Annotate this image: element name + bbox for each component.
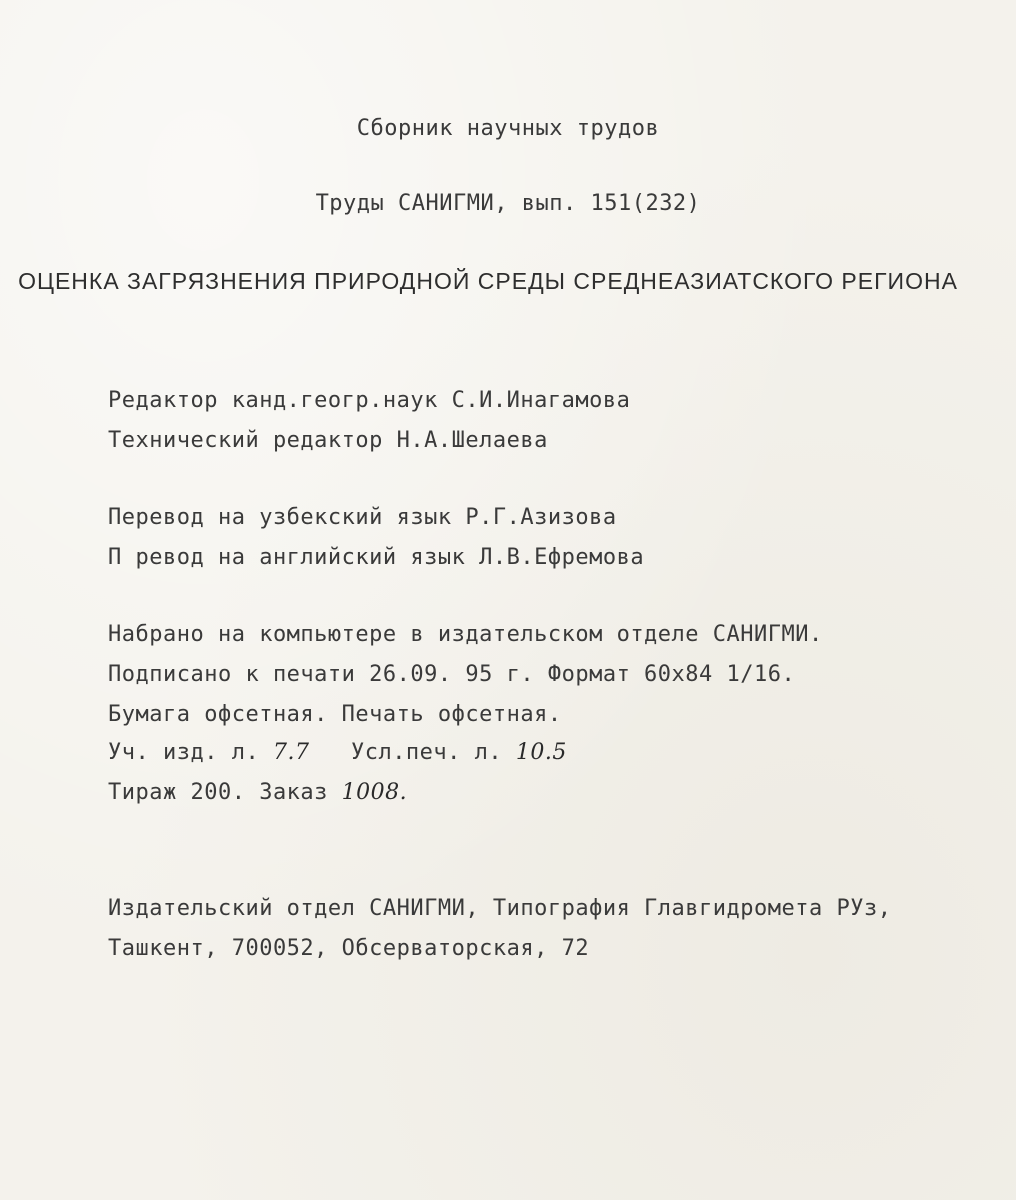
publisher-line-1: Издательский отдел САНИГМИ, Типография Главгидромета РУз,: [108, 896, 892, 921]
run-order-label: Тираж 200. Заказ: [108, 780, 328, 805]
series-line: Труды САНИГМИ, вып. 151(232): [315, 191, 701, 216]
document-title: ОЦЕНКА ЗАГРЯЗНЕНИЯ ПРИРОДНОЙ СРЕДЫ СРЕДНЕАЗИАТСКОГО РЕГИОНА: [18, 268, 958, 294]
signed-format-note: Подписано к печати 26.09. 95 г. Формат 60x84 1/16.: [108, 662, 796, 687]
typeset-note: Набрано на компьютере в издательском отделе САНИГМИ.: [108, 622, 823, 647]
print-sheets-value-handwritten: 10.5: [515, 740, 567, 765]
collection-label: Сборник научных трудов: [356, 116, 660, 141]
tech-editor-credit: Технический редактор Н.А.Шелаева: [108, 428, 548, 453]
translation-en-credit: П ревод на английский язык Л.В.Ефремова: [108, 545, 645, 570]
editor-credit: Редактор канд.геогр.наук С.И.Инагамова: [108, 388, 631, 413]
translation-uz-credit: Перевод на узбекский язык Р.Г.Азизова: [108, 505, 617, 530]
order-value-handwritten: 1008.: [341, 780, 408, 805]
sheets-value-handwritten: 7.7: [272, 740, 310, 765]
paper-print-note: Бумага офсетная. Печать офсетная.: [108, 702, 562, 727]
publisher-line-2: Ташкент, 700052, Обсерваторская, 72: [108, 936, 590, 961]
sheets-line: [108, 742, 567, 764]
sheets-label: Уч. изд. л.: [108, 740, 260, 765]
run-order-line: [108, 782, 407, 804]
print-sheets-label: Усл.печ. л.: [350, 740, 503, 765]
